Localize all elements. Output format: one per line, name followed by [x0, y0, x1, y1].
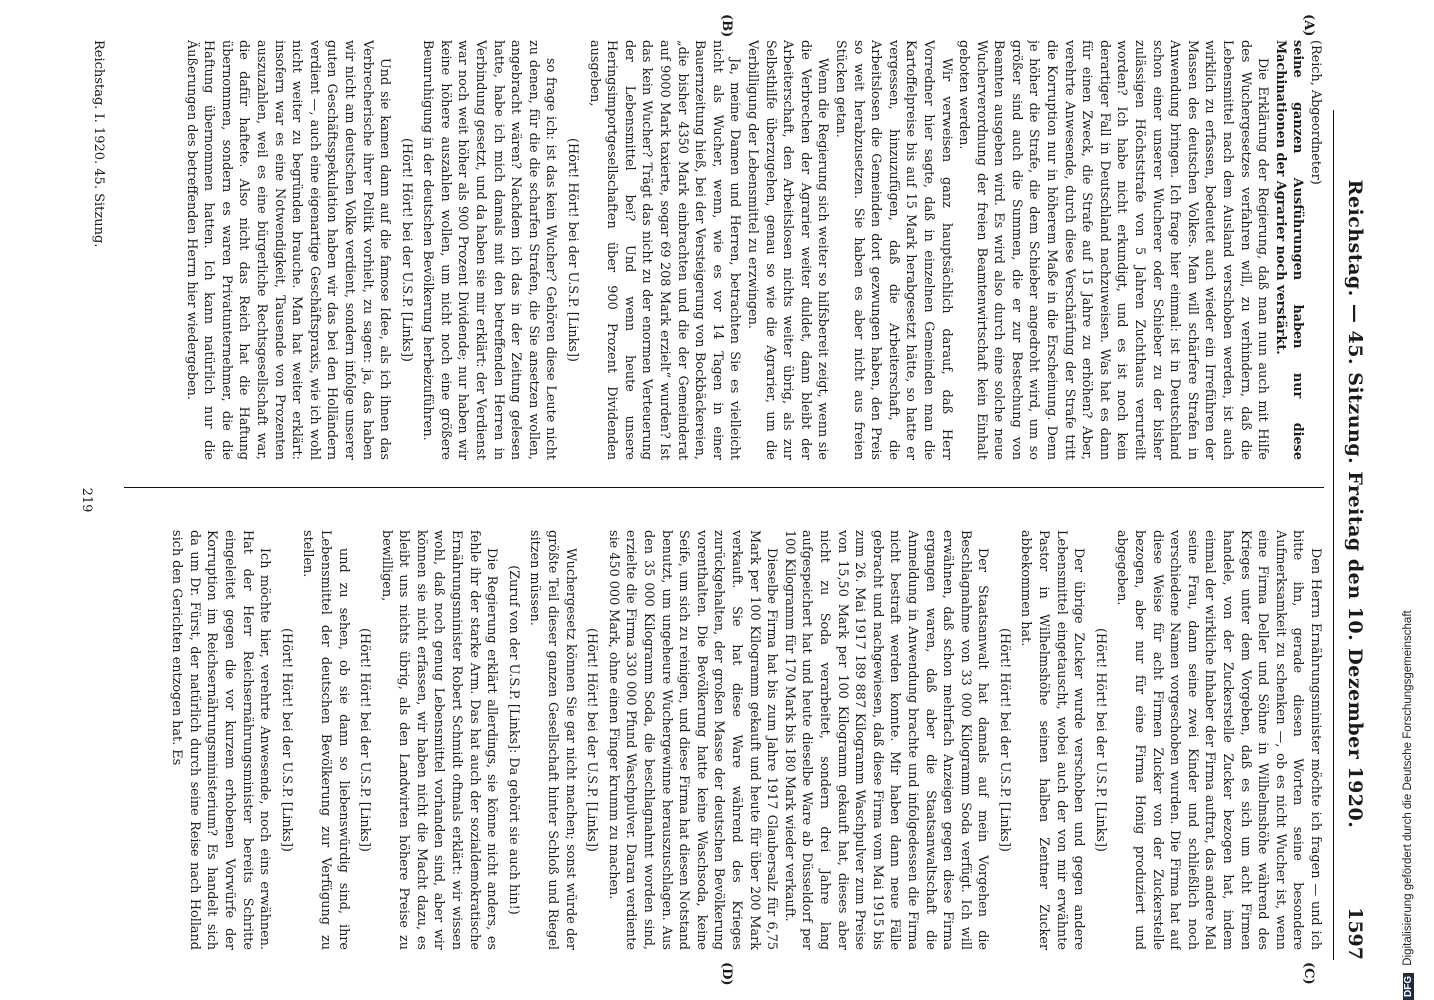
paragraph: Die Erklärung der Regierung, daß man nun auch mit Hilfe des Wuchergesetzes verfahren will, zu verhindern, daß die Lebensmittel nach dem Ausland verschoben werden, ist auch wirklich zu erfassen, bedeutet auch wieder ein Irreführen der Massen des deutschen Volkes. Man will schärfere Strafen in Anwendung bringen. Ich frage hier einmal: ist in Deutschland schon einer unserer Wucherer oder Schieber zu der bisher zulässigen Höchststrafe von 5 Jahren Zuchthaus verurteilt worden? Ich habe nicht erkundigt, und es ist noch kein derartiger Fall in Deutschland nachzuweisen. Was hat es dann für einen Zweck, die Strafe auf 15 Jahre zu erhöhen? Aber, verehrte Anwesende, durch diese Verschärfung der Strafe tritt die Korruption nur in höherem Maße in die Erscheinung. Denn je höher die Strafe, die dem Schieber angedroht wird, um so größer sind auch die Summen, die er zur Bestechung von Beamten ausgeben wird. Es wird also durch eine solche neue Wucherverordnung der freien Beamtenwirtschaft kein Einhalt geboten werden. [956, 40, 1271, 460]
interjection: (Hört! Hört! bei der U.S.P. [Links]) [398, 138, 414, 362]
paragraph: Der Staatsanwalt hat damals auf mein Vorgehen die Beschlagnahme von 33 000 Kilogramm Soda verfügt. Ich will erwähnen, daß schon mehrfach Anzeigen gegen diese Firma ergangen waren, daß aber die Staatsanwaltschaft die Anmeldung in Anwendung brachte und infolgedessen die Firma nicht bestraft werden konnte. Mir haben dann neue Fälle gebracht und nachgewiesen, daß diese Firma vom Mai 1915 bis zum 26. Mai 1917 189 887 Kilogramm Waschpulver zum Preise von 15,50 Mark per 100 Kilogramm gekauft hat, dieses aber nicht zu Soda verarbeitet, sondern drei Jahre lang aufgespeichert hat und heute dieselbe Ware ab Düsseldorf per 100 Kilogramm für 170 Mark bis 180 Mark wieder verkauft. [781, 530, 991, 950]
paragraph: Und sie kamen dann auf die famose Idee, als ich ihnen das Verbrecherische ihrer Politik vorhielt, zu sagen: ja, das haben wir nicht am deutschen Volke verdient, sondern infolge unserer guten Geschäftsspekulation haben wir das bei den Holländern verdient —, auch eine eigenartige Geschäftspraxis, wie ich wohl nicht weiter zu begründen brauche. Man hat weiter erklärt: insofern war es eine Notwendigkeit, Tausende von Prozenten auszuzahlen, weil es eine bürgerliche Rechtsgesellschaft war, die dafür haftete. Also nicht das Reich hat die Haftung übernommen, sondern es waren Privatunternehmer, die die Haftung übernommen hatten. Ich kann natürlich nur die Äußerungen des betreffenden Herrn hier wiedergeben. [183, 40, 393, 460]
interjection: (Hört! Hört! bei der U.S.P. [Links]) [278, 628, 294, 852]
left-text-column [114, 40, 1324, 460]
interjection: (Hört! Hört! bei der U.S.P. [Links]) [996, 628, 1012, 852]
column-divider [124, 487, 1324, 488]
paragraph: und zu sehen, ob sie dann so liebenswürdig sind, ihre Lebensmittel der deutschen Bevölkerung zur Verfügung zu stellen. [300, 530, 351, 950]
paragraph: Wuchergesetz können Sie gar nicht machen; sonst würde der größte Teil dieser ganzen Gesellschaft hinter Schloß und Riegel sitzen müssen. [527, 530, 578, 950]
interjection: (Zuruf von der U.S.P. [Links]: Da gehört sie auch hin!) [505, 565, 521, 915]
margin-marker-a: (A) [1301, 14, 1316, 37]
paragraph: Ja, meine Damen und Herren, betrachten Sie es vielleicht nicht als Wucher, wenn, wie es vor 14 Tagen in einer Bauernzeitung hieß, bei der Versteigerung von Bockbäckereien, „die bisher 4350 Mark einbrachten und die der Gemeinderat auf 9000 Mark taxierte, sogar 69 208 Mark erzielt“ wurden? Ist das kein Wucher? Trägt das nicht zu der enormen Verteuerung der Lebensmittel bei? Und wenn heute unsere Heringsimportgesellschaften über 900 Prozent Dividenden ausgeben, [586, 40, 743, 460]
interjection: (Hört! Hört! bei der U.S.P. [Links]) [1092, 628, 1108, 852]
right-text-column [114, 530, 1324, 950]
digitization-credit [1402, 0, 1428, 1000]
paragraph: Den Herrn Ernährungsminister möchte ich fragen — und ich bitte ihn, gerade diesen Worten seine besondere Aufmerksamkeit zu schenken —, ob es nicht Wucher ist, wenn eine Firma Deller und Söhne in Wilhelmshöhe während des Krieges unter dem Vorgeben, daß es sich um acht Firmen handele, von der Zuckerstelle Zucker bezogen hat, indem einmal der wirkliche Inhaber der Firma auftrat, das andere Mal seine Frau, dann seine zwei Kinder und schließlich noch verschiedene Namen vorgeschoben wurden. Die Firma hat auf diese Weise für acht Firmen Zucker von der Zuckerstelle bezogen, aber nur für eine Firma Honig produziert und abgegeben. [1114, 530, 1323, 950]
credit-text: Digitalisierung gefördert durch die Deutsche Forschungsgemeinschaft [1402, 610, 1414, 966]
paragraph: Dieselbe Firma hat bis zum Jahre 1917 Glaubersalz für 6,75 Mark per 100 Kilogramm gekauft und heute für über 200 Mark verkauft. Sie hat diese Ware während des Krieges zurückgehalten, der großen Masse der deutschen Bevölkerung vorenthalten. Die Bevölkerung hatte keine Waschsoda, keine Seife, um sich zu reinigen, und diese Firma hat diesen Notstand benutzt, um ungeheure Wuchergewinne herauszuschlagen. Aus den 35 000 Kilogramm Soda, die beschlagnahmt worden sind, erzielte die Firma 330 000 Pfund Waschpulver. Daran verdiente sie 450 000 Mark, ohne einen Finger krumm zu machen. [605, 530, 780, 950]
margin-marker-b: (B) [719, 14, 734, 38]
paragraph: Ich möchte hier, verehrte Anwesende, noch eins erwähnen. Hat der Herr Reichsernährungsminister bereits Schritte eingeleitet gegen die vor kurzem erhobenen Vorwürfe der Korruption im Reichsernährungsministerium? Es handelt sich da um Dr. Fürst, der natürlich durch seine Reise nach Holland sich den Gerichten entzogen hat. Es [169, 530, 273, 950]
speaker-name: (Reich, Abgeordneter) [1308, 40, 1323, 185]
page-header [1330, 48, 1374, 960]
header-rule [1333, 110, 1334, 960]
margin-marker-d: (D) [719, 962, 734, 986]
interjection: (Hört! Hört! bei der U.S.P. [Links]) [357, 628, 373, 852]
interjection: (Hört! Hört! bei der U.S.P. [Links]) [584, 628, 600, 852]
dfg-logo: DFG [1403, 973, 1414, 1000]
footer-session: Reichstag. I. 1920. 45. Sitzung. [91, 40, 106, 248]
page-title: Reichstag. — 45. Sitzung. Freitag den 10. Dezember 1920. [1344, 179, 1366, 829]
paragraph: seine ganzen Ausführungen haben nur diese Machinationen der Agrarier noch verstärkt. [1272, 40, 1306, 460]
paragraph: Der übrige Zucker wurde verschoben und gegen andere Lebensmittel eingetauscht, wobei auch der von mir erwähnte Pastor in Wilhelmshöhe seinen halben Zentner Zucker abbekommen hat. [1018, 530, 1087, 950]
paragraph: Wir verweisen ganz hauptsächlich darauf, daß Herr Vorredner hier sagte, daß in einzelnen Gemeinden man die Kartoffelpreise bis auf 15 Mark herabgesetzt hätte, so hatte er vergessen, hinzuzufügen, daß die Arbeiterschaft, die Arbeitslosen die Gemeinden dort gezwungen haben, den Preis so weit herabzusetzen. Sie haben es aber nicht aus freien Stücken getan. [832, 40, 954, 460]
paragraph: Die Regierung erklärt allerdings, sie könne nicht anders, es fehle ihr der starke Arm. Das hat auch der sozialdemokratische Ernährungsminister Robert Schmidt oftmals erklärt: wir wissen wohl, daß noch genug Lebensmittel vorhanden sind, aber wir können sie nicht erfassen, wir haben nicht die Macht dazu, es bleibt uns nichts übrig, als den Landwirten höhere Preise zu bewilligen, [378, 530, 500, 950]
margin-marker-c: (C) [1301, 962, 1316, 985]
footer-sheet-number: 219 [79, 487, 94, 513]
page-number: 1597 [1344, 907, 1366, 960]
paragraph: so frage ich: ist das kein Wucher? Gehören diese Leute nicht zu denen, für die die scharfen Strafen, die Sie ansetzen wollen, angebracht wären? Nachdem ich das in der Zeitung gelesen hatte, habe ich mich damals mit den betreffenden Herren in Verbindung gesetzt, und da haben sie mir erklärt: der Verdienst war noch weit höher als 900 Prozent Dividende; nur haben wir keine höhere auszahlen wollen, um nicht noch eine größere Beunruhigung in der deutschen Bevölkerung herbeizuführen. [420, 40, 559, 460]
paragraph: Wenn die Regierung sich weiter so hilfsbereit zeigt, wenn sie die Verbrechen der Agrarier weiter duldet, dann bleibt der Arbeiterschaft, den Arbeitslosen nichts weiter übrig, als zur Selbsthilfe überzugehen, genau so wie die Agrarier, um die Verbilligung der Lebensmittel zu erzwingen. [745, 40, 831, 460]
interjection: (Hört! Hört! bei der U.S.P. [Links]) [565, 138, 581, 362]
